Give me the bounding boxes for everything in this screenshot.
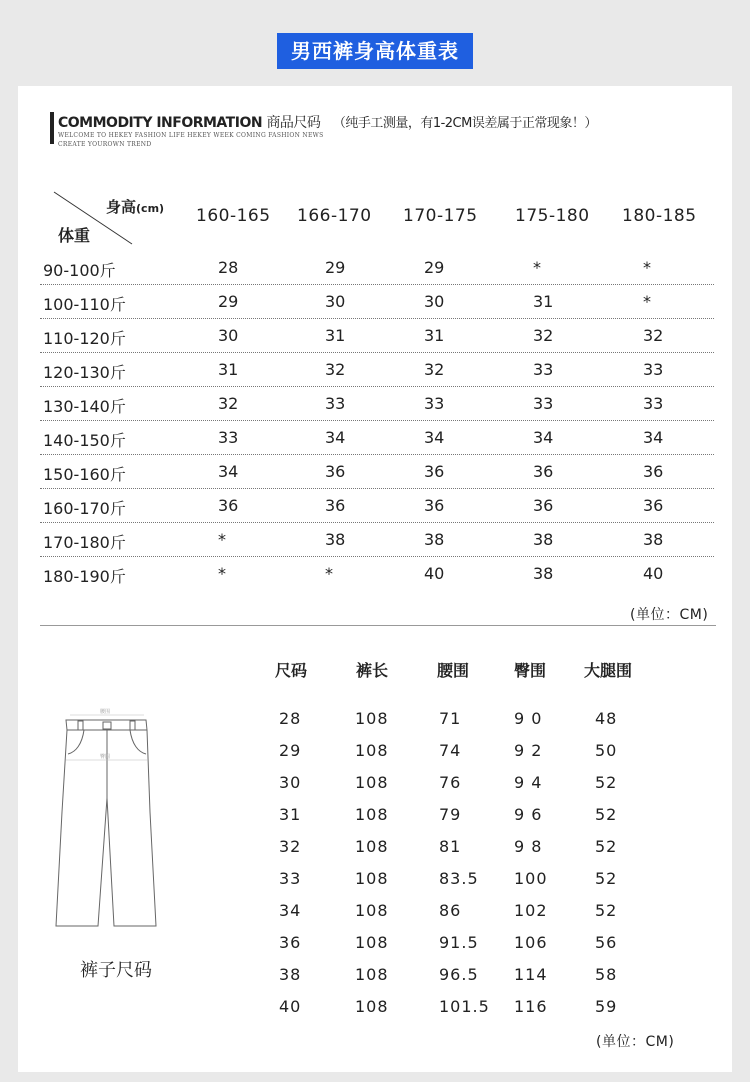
size-cell: 29 — [218, 292, 239, 311]
info-heading-cn: 商品尺码 — [266, 115, 321, 131]
size-cell: 36 — [533, 462, 554, 481]
hip-cell: 100 — [514, 869, 548, 888]
table-row — [40, 454, 714, 489]
length-cell: 108 — [355, 901, 389, 920]
size-cell: 36 — [279, 933, 302, 952]
size-cell: 31 — [218, 360, 239, 379]
thigh-cell: 58 — [595, 965, 618, 984]
waist-cell: 71 — [439, 709, 462, 728]
thigh-cell: 52 — [595, 773, 618, 792]
table-row — [258, 997, 678, 1029]
height-column-header: 180-185 — [622, 206, 697, 226]
length-cell: 108 — [355, 773, 389, 792]
size-cell: 38 — [533, 564, 554, 583]
size-cell: 33 — [533, 394, 554, 413]
unit-note: (单位：CM) — [630, 607, 709, 623]
size-cell: 36 — [424, 462, 445, 481]
size-cell: 38 — [533, 530, 554, 549]
thigh-cell: 48 — [595, 709, 618, 728]
size-cell: 31 — [533, 292, 554, 311]
hip-cell: 9 6 — [514, 805, 543, 824]
hip-cell: 116 — [514, 997, 548, 1016]
size-cell: 38 — [279, 965, 302, 984]
pants-column-header: 腰围 — [437, 661, 470, 680]
length-cell: 108 — [355, 837, 389, 856]
height-column-header: 166-170 — [297, 206, 372, 226]
size-cell: 32 — [424, 360, 445, 379]
size-cell: 36 — [325, 496, 346, 515]
size-cell: 32 — [325, 360, 346, 379]
length-cell: 108 — [355, 933, 389, 952]
size-cell: * — [325, 564, 333, 583]
waist-cell: 96.5 — [439, 965, 479, 984]
hip-cell: 9 8 — [514, 837, 543, 856]
waist-cell: 81 — [439, 837, 462, 856]
waist-cell: 101.5 — [439, 997, 490, 1016]
size-cell: 31 — [279, 805, 302, 824]
hip-cell: 9 2 — [514, 741, 543, 760]
pants-column-header: 裤长 — [356, 661, 389, 680]
size-cell: * — [533, 258, 541, 277]
table-row — [40, 556, 714, 590]
size-cell: 32 — [643, 326, 664, 345]
height-header-unit: (cm) — [136, 202, 165, 215]
length-cell: 108 — [355, 709, 389, 728]
info-subtitle-line: CREATE YOUROWN TREND — [58, 141, 152, 148]
size-cell: 31 — [424, 326, 445, 345]
table-row — [40, 284, 714, 319]
table-row — [258, 741, 678, 773]
waist-cell: 74 — [439, 741, 462, 760]
hip-cell: 114 — [514, 965, 548, 984]
size-cell: 29 — [424, 258, 445, 277]
thigh-cell: 52 — [595, 901, 618, 920]
weight-range: 130-140斤 — [43, 397, 126, 416]
size-cell: 36 — [424, 496, 445, 515]
weight-range: 160-170斤 — [43, 499, 126, 518]
size-cell: 38 — [643, 530, 664, 549]
pants-column-header: 臀围 — [514, 661, 547, 680]
table-row — [40, 250, 714, 285]
size-cell: 30 — [325, 292, 346, 311]
table-row — [258, 933, 678, 965]
size-cell: 34 — [424, 428, 445, 447]
table-row — [258, 805, 678, 837]
size-cell: 29 — [279, 741, 302, 760]
weight-range: 90-100斤 — [43, 261, 116, 280]
info-accent-bar — [50, 112, 54, 144]
size-cell: 34 — [643, 428, 664, 447]
height-column-header: 175-180 — [515, 206, 590, 226]
size-cell: 33 — [424, 394, 445, 413]
size-cell: 40 — [424, 564, 445, 583]
size-cell: 30 — [218, 326, 239, 345]
table-row — [40, 522, 714, 557]
pants-size-label: 裤子尺码 — [80, 960, 152, 981]
hip-cell: 106 — [514, 933, 548, 952]
table-row — [40, 386, 714, 421]
table-row — [40, 318, 714, 353]
length-cell: 108 — [355, 965, 389, 984]
size-cell: 30 — [279, 773, 302, 792]
section-divider — [40, 625, 716, 626]
height-header — [106, 196, 164, 217]
size-cell: 32 — [533, 326, 554, 345]
info-heading — [58, 112, 597, 132]
length-cell: 108 — [355, 805, 389, 824]
size-cell: 34 — [279, 901, 302, 920]
table-row — [40, 420, 714, 455]
weight-range: 170-180斤 — [43, 533, 126, 552]
info-subtitle-line: WELCOME TO HEKEY FASHION LIFE HEKEY WEEK COMING FASHION NEWS — [58, 132, 324, 139]
height-column-header: 160-165 — [196, 206, 271, 226]
hip-cell: 102 — [514, 901, 548, 920]
size-cell: 34 — [218, 462, 239, 481]
weight-range: 140-150斤 — [43, 431, 126, 450]
size-cell: 40 — [279, 997, 302, 1016]
size-cell: * — [218, 564, 226, 583]
size-cell: 33 — [643, 394, 664, 413]
size-cell: 32 — [279, 837, 302, 856]
unit-note: (单位：CM) — [596, 1034, 675, 1050]
table-row — [40, 488, 714, 523]
thigh-cell: 56 — [595, 933, 618, 952]
hip-label: 臀围 — [100, 754, 111, 760]
size-cell: 33 — [279, 869, 302, 888]
table-row — [258, 837, 678, 869]
weight-range: 100-110斤 — [43, 295, 126, 314]
size-cell: 33 — [325, 394, 346, 413]
waist-cell: 76 — [439, 773, 462, 792]
waist-cell: 83.5 — [439, 869, 479, 888]
measurement-note: （纯手工测量，有1-2CM误差属于正常现象！） — [332, 116, 597, 131]
table-row — [40, 352, 714, 387]
height-header-label: 身高 — [106, 198, 137, 216]
table-row — [258, 901, 678, 933]
size-cell: 36 — [643, 462, 664, 481]
table-row — [258, 965, 678, 997]
pants-column-header: 尺码 — [275, 661, 308, 680]
size-cell: 36 — [533, 496, 554, 515]
size-cell: 38 — [424, 530, 445, 549]
info-heading-en: COMMODITY INFORMATION — [58, 115, 263, 131]
weight-range: 110-120斤 — [43, 329, 126, 348]
size-cell: 29 — [325, 258, 346, 277]
weight-header: 体重 — [58, 226, 91, 245]
size-cell: 30 — [424, 292, 445, 311]
table-row — [258, 773, 678, 805]
table-row — [258, 869, 678, 901]
size-card — [18, 86, 732, 1072]
table-row — [258, 709, 678, 741]
pants-column-header: 大腿围 — [584, 661, 633, 680]
thigh-cell: 52 — [595, 837, 618, 856]
hip-cell: 9 0 — [514, 709, 543, 728]
length-cell: 108 — [355, 741, 389, 760]
size-cell: * — [643, 258, 651, 277]
weight-range: 120-130斤 — [43, 363, 126, 382]
size-cell: 38 — [325, 530, 346, 549]
size-cell: 33 — [218, 428, 239, 447]
size-cell: 33 — [643, 360, 664, 379]
page-title: 男西裤身高体重表 — [277, 33, 473, 69]
size-cell: 36 — [325, 462, 346, 481]
thigh-cell: 52 — [595, 805, 618, 824]
size-cell: 28 — [218, 258, 239, 277]
pants-diagram-icon — [48, 704, 166, 934]
weight-range: 180-190斤 — [43, 567, 126, 586]
waist-label: 腰围 — [100, 709, 111, 715]
info-subtitle — [58, 131, 324, 149]
size-cell: 36 — [643, 496, 664, 515]
waist-cell: 91.5 — [439, 933, 479, 952]
size-cell: 28 — [279, 709, 302, 728]
length-cell: 108 — [355, 869, 389, 888]
thigh-cell: 50 — [595, 741, 618, 760]
thigh-cell: 59 — [595, 997, 618, 1016]
height-column-header: 170-175 — [403, 206, 478, 226]
size-cell: 34 — [325, 428, 346, 447]
waist-cell: 86 — [439, 901, 462, 920]
waist-cell: 79 — [439, 805, 462, 824]
size-cell: 33 — [533, 360, 554, 379]
size-cell: 34 — [533, 428, 554, 447]
size-cell: * — [643, 292, 651, 311]
size-cell: 36 — [218, 496, 239, 515]
size-cell: 32 — [218, 394, 239, 413]
size-cell: * — [218, 530, 226, 549]
thigh-cell: 52 — [595, 869, 618, 888]
size-cell: 40 — [643, 564, 664, 583]
length-cell: 108 — [355, 997, 389, 1016]
hip-cell: 9 4 — [514, 773, 543, 792]
size-cell: 31 — [325, 326, 346, 345]
weight-range: 150-160斤 — [43, 465, 126, 484]
